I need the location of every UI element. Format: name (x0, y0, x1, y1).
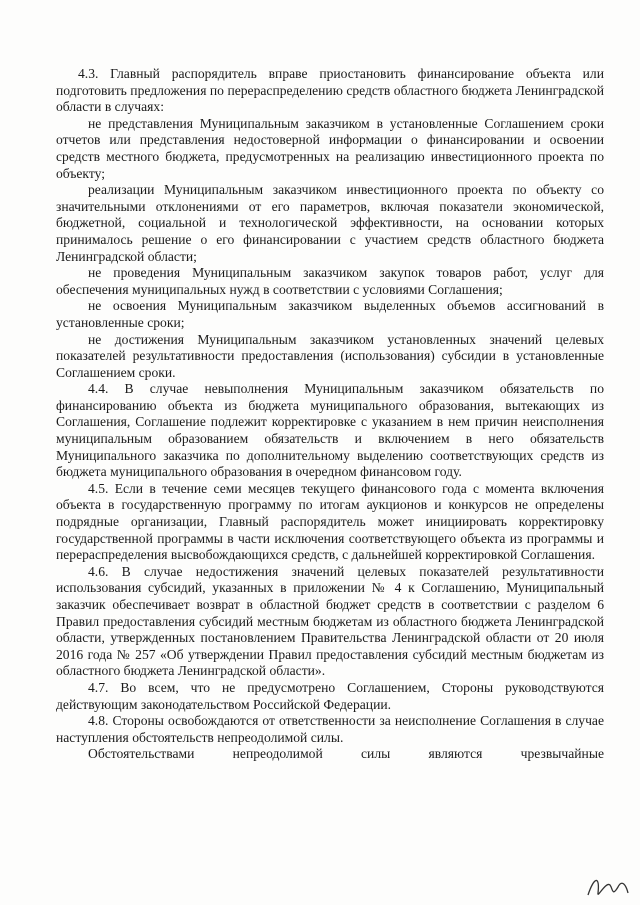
paragraph-force-majeure: Обстоятельствами непреодолимой силы являются чрезвычайные (88, 746, 604, 762)
paragraph-case-allocations: не освоения Муниципальным заказчиком выделенных объемов ассигнований в установленные сроки; (56, 298, 604, 330)
document-body (56, 66, 604, 763)
paragraph-4-8: 4.8. Стороны освобождаются от ответственности за неисполнение Соглашения в случае наступления обстоятельств непреодолимой силы. (56, 713, 604, 745)
paragraph-4-4: 4.4. В случае невыполнения Муниципальным заказчиком обязательств по финансированию объекта из бюджета муниципального образования, вытекающих из Соглашения, Соглашение подлежит корректировке с указанием в нем причин неисполнения муниципальным образованием обязательств и включением в него обязательств Муниципального заказчика по дополнительному выделению соответствующих средств из бюджета муниципального образования в очередном финансовом году. (56, 381, 604, 480)
paragraph-4-6: 4.6. В случае недостижения значений целевых показателей результативности использования субсидий, указанных в приложении № 4 к Соглашению, Муниципальный заказчик обеспечивает возврат в областной бюджет средств в соответствии с разделом 6 Правил предоставления субсидий местным бюджетам из областного бюджета Ленинградской области, утвержденных постановлением Правительства Ленинградской области от 20 июля 2016 года № 257 «Об утверждении Правил предоставления субсидий местным бюджетам из областного бюджета Ленинградской области». (56, 563, 604, 679)
signature-mark (582, 871, 632, 901)
paragraph-case-procurement: не проведения Муниципальным заказчиком закупок товаров работ, услуг для обеспечения муниципальных нужд в соответствии с условиями Соглашения; (56, 265, 604, 297)
paragraph-4-7: 4.7. Во всем, что не предусмотрено Соглашением, Стороны руководствуются действующим законодательством Российской Федерации. (56, 679, 604, 712)
paragraph-case-deviations: реализации Муниципальным заказчиком инвестиционного проекта по объекту со значительными отклонениями от его параметров, включая показатели экономической, бюджетной, социальной и технологической эффективности, на основании которых принималось решение о его финансировании с участием средств областного бюджета Ленинградской области; (56, 182, 604, 264)
paragraph-case-targets: не достижения Муниципальным заказчиком установленных значений целевых показателей результативности предоставления (использования) субсидии в установленные Соглашением сроки. (56, 331, 604, 380)
paragraph-4-3: 4.3. Главный распорядитель вправе приостановить финансирование объекта или подготовить предложения по перераспределению средств областного бюджета Ленинградской области в случаях: (56, 66, 604, 115)
paragraph-4-5: 4.5. Если в течение семи месяцев текущего финансового года с момента включения объекта в государственную программу по итогам аукционов и конкурсов не определены подрядные организации, Главный распорядитель может инициировать корректировку государственной программы в части исключения соответствующего объекта из программы и перераспределения высвобождающихся средств, с дальнейшей корректировкой Соглашения. (56, 480, 604, 563)
paragraph-case-reports: не представления Муниципальным заказчиком в установленные Соглашением сроки отчетов или представления недостоверной информации о финансировании и освоении средств местного бюджета, предусмотренных на реализацию инвестиционного проекта по объекту; (56, 115, 604, 181)
